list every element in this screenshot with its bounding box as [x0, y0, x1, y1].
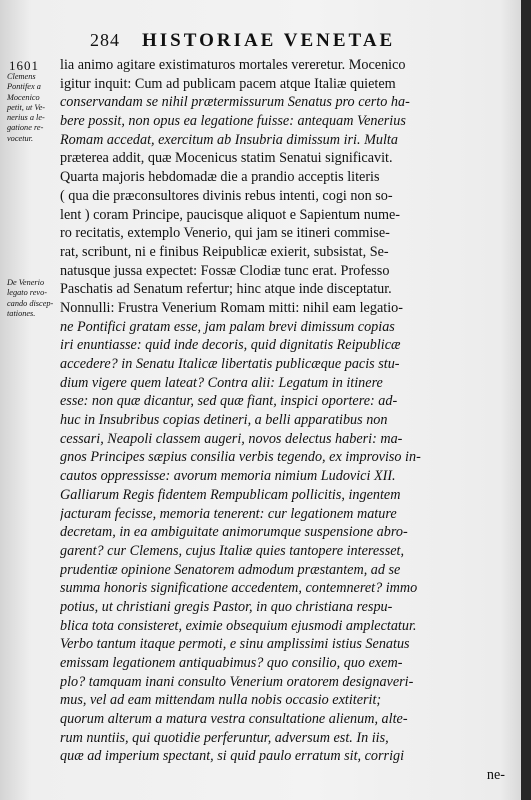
text-line: emissam legationem antiquabimus? quo consilio, quo exem-: [60, 655, 403, 671]
text-line: decretam, in ea ambiguitate animorumque suspensione abro-: [60, 524, 408, 541]
text-line: gnos Principes sæpius consilia verbis tegendo, ex improviso in-: [60, 449, 421, 466]
text-line: potius, ut christiani gregis Pastor, in quo christiana respu-: [60, 598, 393, 615]
page-number: 284: [90, 30, 120, 50]
text-line: esse: non quæ dicantur, sed quæ fiant, inspici oportere: ad-: [60, 393, 398, 410]
text-line: quæ ad imperium spectant, si quid paulo erratum sit, corrigi: [60, 748, 405, 765]
text-line: jacturam fecisse, memoria tenerent: cur legationem mature: [60, 505, 397, 522]
running-header: [0, 30, 521, 54]
text-line: blica tota consisteret, eximie obsequium ejusmodi amplectatur.: [60, 617, 417, 634]
text-line: præterea addit, quæ Mocenicus statim Senatui significavit.: [60, 150, 393, 167]
text-line: Nonnulli: Frustra Venerium Romam mitti: nihil eam legatio-: [60, 299, 403, 316]
margin-note-clemens: Clemens Pontifex a Mocenico petit, ut Ve- nerius a le- gatione re- vocetur.: [7, 72, 46, 143]
text-line: dium vigere quem lateat? Contra alii: Legatum in itinere: [60, 374, 383, 391]
main-text: [60, 56, 505, 785]
text-line: accedere? in Senatu Italicæ libertatis publicæque pacis stu-: [60, 356, 400, 372]
text-line: cautos oppressisse: avorum memoria nimium Ludovici XII.: [60, 468, 396, 485]
text-line: garent? cur Clemens, cujus Italiæ quies tantopere interesset,: [60, 542, 404, 559]
catchword: ne-: [486, 767, 505, 784]
text-line: prudentiæ opinione Senatorem admodum præstantem, ad se: [60, 561, 401, 578]
text-line: plo? tamquam inani consulto Venerium oratorem designaveri-: [60, 673, 414, 690]
text-line: iri enuntiasse: quid inde decoris, quid dignitatis Reipublicæ: [60, 337, 401, 354]
text-line: mus, vel ad eam mittendam nulla nobis occasio extiterit;: [60, 692, 382, 709]
text-line: summa honoris significatione accedentem, contemneret? immo: [60, 580, 418, 597]
text-line: Romam accedat, exercitum ab Insubria dimissum iri. Multa: [60, 131, 398, 148]
text-line: rum nuntiis, qui quotidie perferuntur, adversum est. In iis,: [60, 729, 389, 746]
text-line: ne Pontifici gratam esse, jam palam brevi dimissum copias: [60, 318, 395, 335]
text-line: conservandam se nihil prætermissurum Senatus pro certo ha-: [60, 94, 410, 111]
text-line: rat, scribunt, ni e finibus Reipublicæ exierit, subsistat, Se-: [60, 243, 389, 260]
margin-year: 1601: [9, 58, 39, 73]
text-line: Galliarum Regis fidentem Rempublicam pollicitis, ingentem: [60, 486, 401, 503]
text-line: ro recitatis, extemplo Venerio, qui jam se itineri commise-: [60, 225, 390, 242]
text-line: Verbo tantum itaque permoti, e sinu amplissimi istius Senatus: [60, 636, 410, 653]
text-line: Quarta majoris hebdomadæ die a prandio acceptis literis: [60, 169, 380, 186]
text-line: ( qua die præconsultores divinis rebus intenti, cogi non so-: [60, 187, 393, 204]
text-line: Paschatis ad Senatum refertur; hinc atque inde disceptatur.: [60, 281, 392, 298]
text-line: lent ) coram Principe, paucisque aliquot e Sapientum nume-: [60, 206, 401, 223]
text-line: huc in Insubribus copias detineri, a belli apparatibus non: [60, 412, 388, 429]
text-line: lia animo agitare existimaturos mortales vereretur. Mocenico: [60, 57, 406, 73]
margin-note-venerio: De Venerio legato revo- cando discep- tationes.: [7, 278, 54, 318]
text-line: quorum alterum a matura vestra consultatione alienum, alte-: [60, 711, 408, 728]
text-line: natusque jussa expectet: Fossæ Clodiæ tunc erat. Professo: [60, 262, 390, 279]
page-edge-shadow: [521, 0, 531, 800]
text-line: cessari, Neapoli classem augeri, novos delectus haberi: ma-: [60, 430, 403, 447]
text-line: bere possit, non opus ea legatione fuisse: antequam Venerius: [60, 113, 406, 130]
running-title: HISTORIAE VENETAE: [142, 30, 396, 51]
text-line: igitur inquit: Cum ad publicam pacem atque Italiæ quietem: [60, 75, 396, 92]
